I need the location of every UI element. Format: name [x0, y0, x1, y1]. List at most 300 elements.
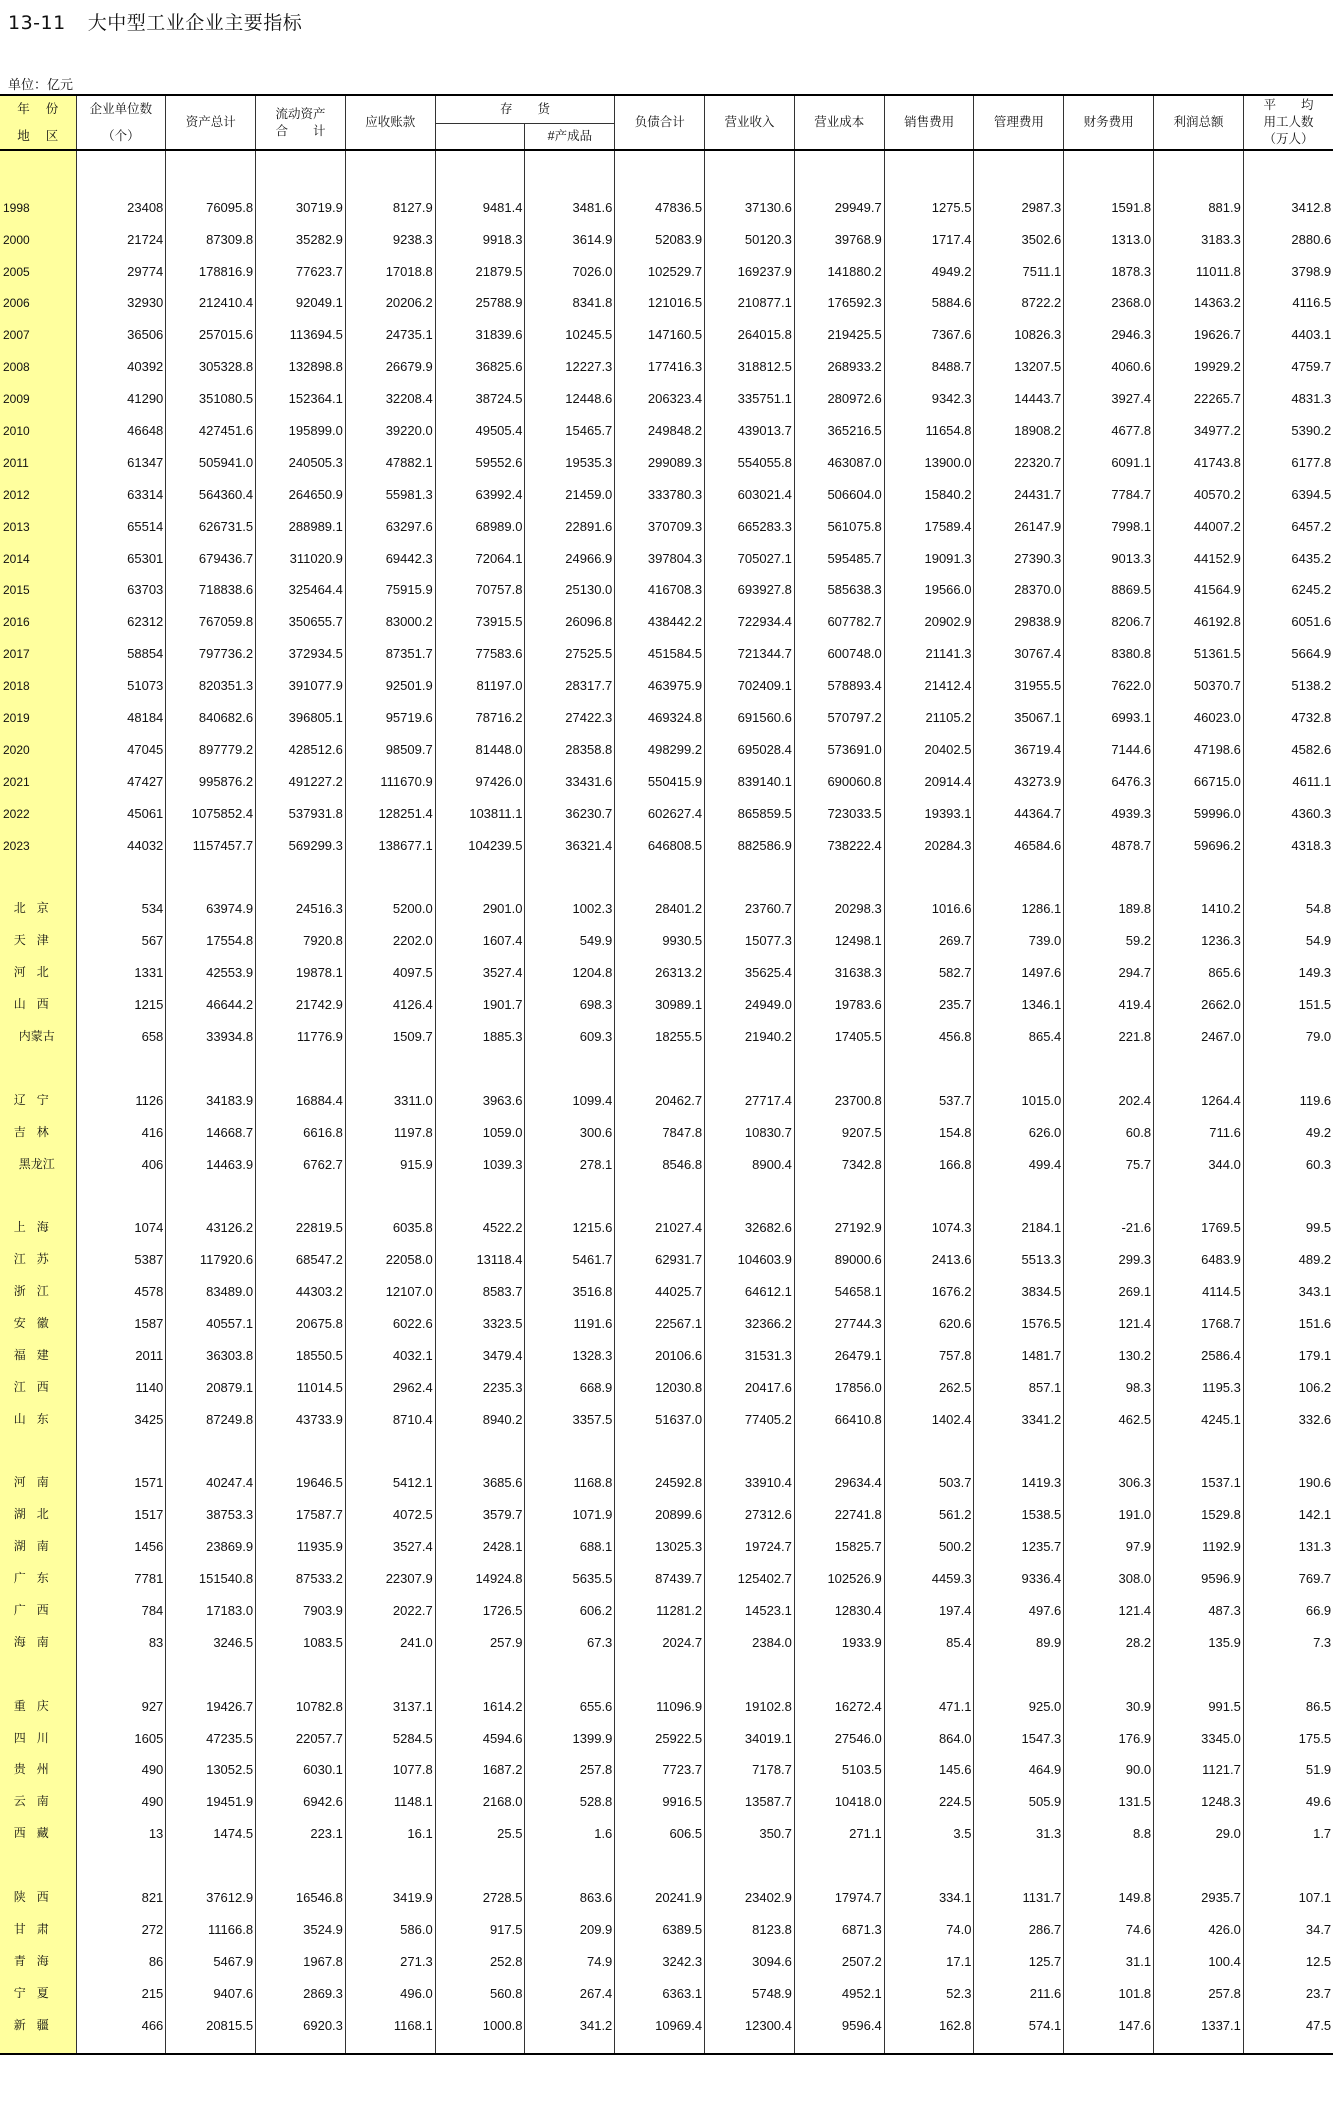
table-cell: 573691.0 [794, 725, 884, 757]
table-cell: 39768.9 [794, 215, 884, 247]
table-cell: 29634.4 [794, 1459, 884, 1491]
row-label-year: 2020 [0, 725, 76, 757]
table-cell: 49.6 [1305, 1794, 1332, 1810]
table-cell: 10830.7 [705, 1108, 795, 1140]
spacer-cell [256, 1650, 346, 1682]
table-cell: 1168.1 [345, 2001, 435, 2033]
row-label-region: 黑龙江 [0, 1140, 76, 1172]
table-cell: 698.3 [525, 980, 615, 1012]
table-cell: 335751.1 [705, 374, 795, 406]
table-cell: 12830.4 [794, 1586, 884, 1618]
table-cell: 20417.6 [705, 1363, 795, 1395]
table-cell: 135.9 [1154, 1618, 1244, 1650]
table-cell: 1039.3 [435, 1140, 525, 1172]
table-cell: 44007.2 [1154, 502, 1244, 534]
spacer-cell [435, 1044, 525, 1076]
table-cell: 39220.0 [345, 406, 435, 438]
table-row [0, 406, 1333, 438]
table-cell: 602627.4 [615, 789, 705, 821]
table-cell: 119.6 [1299, 1092, 1332, 1108]
table-cell: 863.6 [525, 1873, 615, 1905]
table-cell: 90.0 [1064, 1746, 1154, 1778]
table-cell: 16546.8 [256, 1873, 346, 1905]
spacer-cell [1154, 2033, 1244, 2054]
table-row [0, 1682, 1333, 1714]
spacer-row [0, 853, 1333, 885]
header-text: 企业单位数 [89, 101, 153, 116]
table-cell: 451584.5 [615, 629, 705, 661]
table-cell: 2935.7 [1154, 1873, 1244, 1905]
table-cell: 264015.8 [705, 310, 795, 342]
table-cell: 4060.6 [1064, 342, 1154, 374]
table-cell: 646808.5 [615, 821, 705, 853]
row-label-region: 江西 [0, 1363, 76, 1395]
table-cell: 113694.5 [256, 310, 346, 342]
table-cell: 29774 [76, 247, 166, 279]
table-cell: 46192.8 [1154, 597, 1244, 629]
header-text: 财务费用 [1083, 115, 1134, 130]
table-cell: 15465.7 [525, 406, 615, 438]
spacer-cell [435, 1427, 525, 1459]
table-cell: 4126.4 [345, 980, 435, 1012]
table-cell: 3183.3 [1154, 215, 1244, 247]
table-cell: 24592.8 [615, 1459, 705, 1491]
table-cell: 3963.6 [435, 1076, 525, 1108]
table-cell: 7723.7 [615, 1746, 705, 1778]
spacer-cell [615, 1841, 705, 1873]
table-cell: 864.0 [884, 1714, 974, 1746]
row-label-year: 2019 [0, 693, 76, 725]
table-cell: 705027.1 [705, 534, 795, 566]
table-cell: 257.9 [435, 1618, 525, 1650]
spacer-cell [0, 2033, 76, 2054]
row-label-region: 宁夏 [0, 1969, 76, 2001]
header-col-current-assets [256, 95, 346, 150]
table-cell: 37130.6 [705, 183, 795, 215]
table-cell: 20902.9 [884, 597, 974, 629]
spacer-cell [525, 853, 615, 885]
row-label-region: 贵州 [0, 1746, 76, 1778]
table-cell: 12448.6 [525, 374, 615, 406]
spacer-cell [615, 1172, 705, 1204]
table-cell: 45061 [76, 789, 166, 821]
table-cell: 60.8 [1064, 1108, 1154, 1140]
table-cell: 9407.6 [166, 1969, 256, 2001]
table-cell: 51361.5 [1154, 629, 1244, 661]
table-cell: 5664.9 [1291, 646, 1332, 662]
spacer-cell [615, 150, 705, 183]
table-cell: 28358.8 [525, 725, 615, 757]
header-col-financial-expense [1064, 95, 1154, 150]
table-cell: 3.5 [884, 1809, 974, 1841]
row-label-year: 2009 [0, 374, 76, 406]
table-cell: 865859.5 [705, 789, 795, 821]
table-cell: 36321.4 [525, 821, 615, 853]
table-cell: 505.9 [974, 1777, 1064, 1809]
table-cell: 560.8 [435, 1969, 525, 2001]
table-cell: 11776.9 [256, 1012, 346, 1044]
table-row [0, 884, 1333, 916]
table-cell: 561075.8 [794, 502, 884, 534]
table-cell: 23760.7 [705, 884, 795, 916]
table-cell: 62931.7 [615, 1235, 705, 1267]
table-cell: 24949.0 [705, 980, 795, 1012]
table-cell: 249848.2 [615, 406, 705, 438]
table-cell: 3527.4 [345, 1522, 435, 1554]
table-cell: 311020.9 [256, 534, 346, 566]
table-cell: 606.5 [615, 1809, 705, 1841]
table-cell: 406 [76, 1140, 166, 1172]
table-cell: 549.9 [525, 916, 615, 948]
table-cell: 154.8 [884, 1108, 974, 1140]
table-cell: 18550.5 [256, 1331, 346, 1363]
spacer-cell [705, 1427, 795, 1459]
table-cell: 7144.6 [1064, 725, 1154, 757]
table-cell: 5748.9 [705, 1969, 795, 2001]
table-cell: 426.0 [1154, 1905, 1244, 1937]
table-cell: 2235.3 [435, 1363, 525, 1395]
table-cell: 17.1 [884, 1937, 974, 1969]
table-cell: 46648 [76, 406, 166, 438]
table-cell: 3516.8 [525, 1267, 615, 1299]
table-cell: 102526.9 [794, 1554, 884, 1586]
table-cell: 44152.9 [1154, 534, 1244, 566]
table-cell: 11096.9 [615, 1682, 705, 1714]
spacer-cell [974, 1427, 1064, 1459]
spacer-cell [1243, 1172, 1333, 1204]
table-cell: 59.2 [1064, 916, 1154, 948]
table-cell: 6435.2 [1291, 550, 1332, 566]
row-label-region: 山东 [0, 1395, 76, 1427]
table-cell: 5467.9 [166, 1937, 256, 1969]
table-cell: 197.4 [884, 1586, 974, 1618]
table-cell: 306.3 [1064, 1459, 1154, 1491]
table-cell: 87309.8 [166, 215, 256, 247]
header-text: 平 均 [1263, 98, 1314, 113]
table-row [0, 1363, 1333, 1395]
header-text: 资产总计 [185, 115, 236, 130]
table-cell: 4116.5 [1292, 295, 1332, 311]
table-cell: 269.1 [1064, 1267, 1154, 1299]
table-cell: 223.1 [256, 1809, 346, 1841]
row-label-region: 吉林 [0, 1108, 76, 1140]
table-cell: 27192.9 [794, 1203, 884, 1235]
spacer-cell [615, 1650, 705, 1682]
table-cell: 464.9 [974, 1746, 1064, 1778]
table-cell: 1077.8 [345, 1746, 435, 1778]
row-label-year: 2012 [0, 470, 76, 502]
table-cell: 1131.7 [974, 1873, 1064, 1905]
table-cell: 1399.9 [525, 1714, 615, 1746]
table-cell: 506604.0 [794, 470, 884, 502]
table-cell: 721344.7 [705, 629, 795, 661]
spacer-cell [525, 1044, 615, 1076]
table-cell: 50120.3 [705, 215, 795, 247]
table-cell: 462.5 [1064, 1395, 1154, 1427]
table-cell: 189.8 [1064, 884, 1154, 916]
row-label-region: 福建 [0, 1331, 76, 1363]
table-cell: 991.5 [1154, 1682, 1244, 1714]
table-row [0, 1235, 1333, 1267]
table-cell: 688.1 [525, 1522, 615, 1554]
table-cell: 416 [76, 1108, 166, 1140]
table-cell: 5461.7 [525, 1235, 615, 1267]
table-cell: 272 [76, 1905, 166, 1937]
table-row [0, 374, 1333, 406]
header-col-liabilities [615, 95, 705, 150]
table-cell: 22819.5 [256, 1203, 346, 1235]
table-cell: 626731.5 [166, 502, 256, 534]
table-cell: 1509.7 [345, 1012, 435, 1044]
table-cell: 1236.3 [1154, 916, 1244, 948]
table-cell: 3527.4 [435, 948, 525, 980]
table-cell: 1717.4 [884, 215, 974, 247]
table-cell: 24431.7 [974, 470, 1064, 502]
table-cell: 27525.5 [525, 629, 615, 661]
spacer-cell [345, 853, 435, 885]
table-cell: 8123.8 [705, 1905, 795, 1937]
table-row [0, 1331, 1333, 1363]
table-cell: 77405.2 [705, 1395, 795, 1427]
table-cell: 4732.8 [1291, 710, 1332, 726]
table-cell: 606.2 [525, 1586, 615, 1618]
spacer-row [0, 1172, 1333, 1204]
table-cell: 86.5 [1305, 1698, 1332, 1714]
table-cell: 4318.3 [1291, 837, 1332, 853]
table-cell: 100.4 [1154, 1937, 1244, 1969]
table-cell: 595485.7 [794, 534, 884, 566]
table-row [0, 1554, 1333, 1586]
table-cell: 6871.3 [794, 1905, 884, 1937]
spacer-cell [705, 150, 795, 183]
spacer-cell [884, 1650, 974, 1682]
table-cell: 24735.1 [345, 310, 435, 342]
table-cell: 1235.7 [974, 1522, 1064, 1554]
spacer-cell [705, 1650, 795, 1682]
table-cell: 5513.3 [974, 1235, 1064, 1267]
table-cell: 28317.7 [525, 661, 615, 693]
table-cell: 4072.5 [345, 1490, 435, 1522]
table-cell: 97.9 [1064, 1522, 1154, 1554]
table-cell: 23869.9 [166, 1522, 256, 1554]
table-cell: 6942.6 [256, 1777, 346, 1809]
table-cell: 17974.7 [794, 1873, 884, 1905]
table-cell: 2962.4 [345, 1363, 435, 1395]
table-cell: 1571 [76, 1459, 166, 1491]
table-cell: 21027.4 [615, 1203, 705, 1235]
table-cell: 151.5 [1298, 997, 1332, 1013]
table-cell: 20879.1 [166, 1363, 256, 1395]
table-cell: 1474.5 [166, 1809, 256, 1841]
table-cell: 1481.7 [974, 1331, 1064, 1363]
spacer-cell [345, 2033, 435, 2054]
table-cell: 20675.8 [256, 1299, 346, 1331]
spacer-cell [1243, 853, 1333, 885]
table-cell: 49.2 [1305, 1124, 1332, 1140]
table-cell: 46584.6 [974, 821, 1064, 853]
spacer-cell [974, 1044, 1064, 1076]
table-cell: 31.3 [974, 1809, 1064, 1841]
table-cell: 66715.0 [1154, 757, 1244, 789]
spacer-cell [1064, 1841, 1154, 1873]
row-label-year: 2006 [0, 279, 76, 311]
table-cell: 14463.9 [166, 1140, 256, 1172]
table-cell: 21141.3 [884, 629, 974, 661]
table-cell: 23700.8 [794, 1076, 884, 1108]
table-cell: 41290 [76, 374, 166, 406]
table-cell: 43733.9 [256, 1395, 346, 1427]
table-cell: 4403.1 [1291, 327, 1332, 343]
table-row [0, 183, 1333, 215]
table-cell: 44032 [76, 821, 166, 853]
table-cell: 821 [76, 1873, 166, 1905]
table-cell: 21940.2 [705, 1012, 795, 1044]
table-cell: 65514 [76, 502, 166, 534]
table-cell: 9481.4 [435, 183, 525, 215]
table-cell: 26096.8 [525, 597, 615, 629]
table-cell: 46644.2 [166, 980, 256, 1012]
table-cell: 14443.7 [974, 374, 1064, 406]
table-cell: 9238.3 [345, 215, 435, 247]
header-col-finished-goods [525, 123, 615, 150]
table-cell: 9596.9 [1154, 1554, 1244, 1586]
table-cell: 104239.5 [435, 821, 525, 853]
table-row [0, 1905, 1333, 1937]
table-cell: 26479.1 [794, 1331, 884, 1363]
table-cell: 13 [76, 1809, 166, 1841]
table-cell: 20402.5 [884, 725, 974, 757]
table-cell: 11654.8 [884, 406, 974, 438]
table-cell: 6022.6 [345, 1299, 435, 1331]
spacer-cell [0, 1427, 76, 1459]
spacer-cell [705, 1841, 795, 1873]
table-cell: 9336.4 [974, 1554, 1064, 1586]
table-cell: 6616.8 [256, 1108, 346, 1140]
table-cell: 4949.2 [884, 247, 974, 279]
table-cell: 23408 [76, 183, 166, 215]
table-cell: 95719.6 [345, 693, 435, 725]
table-cell: 190.6 [1298, 1475, 1332, 1491]
table-cell: 176592.3 [794, 279, 884, 311]
table-cell: 13118.4 [435, 1235, 525, 1267]
table-row [0, 2001, 1333, 2033]
table-cell: 34.7 [1305, 1921, 1332, 1937]
table-cell: 1337.1 [1154, 2001, 1244, 2033]
header-text: 管理费用 [993, 115, 1044, 130]
row-label-year: 2013 [0, 502, 76, 534]
table-cell: 1933.9 [794, 1618, 884, 1650]
table-cell: 3834.5 [974, 1267, 1064, 1299]
header-year-label: 年 份 [17, 102, 59, 117]
table-row [0, 629, 1333, 661]
table-cell: 92049.1 [256, 279, 346, 311]
spacer-row [0, 1044, 1333, 1076]
table-cell: 51637.0 [615, 1395, 705, 1427]
table-cell: 5138.2 [1291, 678, 1332, 694]
table-cell: 50370.7 [1154, 661, 1244, 693]
spacer-row [0, 1427, 1333, 1459]
table-cell: 500.2 [884, 1522, 974, 1554]
table-cell: 44364.7 [974, 789, 1064, 821]
row-label-region: 广东 [0, 1554, 76, 1586]
table-cell: 40392 [76, 342, 166, 374]
table-cell: 1419.3 [974, 1459, 1064, 1491]
spacer-cell [794, 1044, 884, 1076]
table-cell: 29949.7 [794, 183, 884, 215]
table-cell: 257015.6 [166, 310, 256, 342]
table-cell: 175.5 [1298, 1730, 1332, 1746]
table-cell: 537.7 [884, 1076, 974, 1108]
table-cell: 63992.4 [435, 470, 525, 502]
header-text: 销售费用 [904, 115, 955, 130]
table-cell: 32930 [76, 279, 166, 311]
table-cell: 23.7 [1305, 1985, 1332, 2001]
table-row [0, 948, 1333, 980]
table-cell: 63974.9 [166, 884, 256, 916]
table-cell: 865.4 [974, 1012, 1064, 1044]
table-cell: 1687.2 [435, 1746, 525, 1778]
table-cell: 1410.2 [1154, 884, 1244, 916]
table-cell: 1331 [76, 948, 166, 980]
table-cell: 3685.6 [435, 1459, 525, 1491]
table-cell: 739.0 [974, 916, 1064, 948]
table-cell: 177416.3 [615, 342, 705, 374]
table-row [0, 310, 1333, 342]
table-cell: 567 [76, 916, 166, 948]
table-cell: 1148.1 [345, 1777, 435, 1809]
table-cell: 582.7 [884, 948, 974, 980]
table-cell: 428512.6 [256, 725, 346, 757]
table-cell: 35067.1 [974, 693, 1064, 725]
table-cell: 147160.5 [615, 310, 705, 342]
header-col-cost [794, 95, 884, 150]
table-cell: 1537.1 [1154, 1459, 1244, 1491]
header-col-inventory [435, 95, 615, 123]
table-number: 13-11 [8, 12, 66, 34]
spacer-cell [794, 1650, 884, 1682]
table-cell: 4578 [76, 1267, 166, 1299]
table-row [0, 1522, 1333, 1554]
table-cell: 74.9 [525, 1937, 615, 1969]
table-cell: 89000.6 [794, 1235, 884, 1267]
spacer-cell [794, 1172, 884, 1204]
table-cell: 14363.2 [1154, 279, 1244, 311]
table-row [0, 342, 1333, 374]
table-row [0, 566, 1333, 598]
table-cell: 4459.3 [884, 1554, 974, 1586]
header-text: 用工人数 [1263, 115, 1314, 130]
table-cell: 2586.4 [1154, 1331, 1244, 1363]
table-cell: 262.5 [884, 1363, 974, 1395]
table-cell: 603021.4 [705, 470, 795, 502]
spacer-cell [256, 150, 346, 183]
table-cell: 19535.3 [525, 438, 615, 470]
table-cell: 149.8 [1064, 1873, 1154, 1905]
table-cell: 19566.0 [884, 566, 974, 598]
spacer-cell [435, 1841, 525, 1873]
table-cell: 2987.3 [974, 183, 1064, 215]
table-cell: 209.9 [525, 1905, 615, 1937]
table-cell: 10245.5 [525, 310, 615, 342]
table-cell: 13207.5 [974, 342, 1064, 374]
row-label-year: 2023 [0, 821, 76, 853]
table-cell: 20815.5 [166, 2001, 256, 2033]
table-cell: 8127.9 [345, 183, 435, 215]
spacer-cell [256, 1172, 346, 1204]
spacer-cell [615, 853, 705, 885]
table-cell: 21412.4 [884, 661, 974, 693]
table-cell: 21879.5 [435, 247, 525, 279]
